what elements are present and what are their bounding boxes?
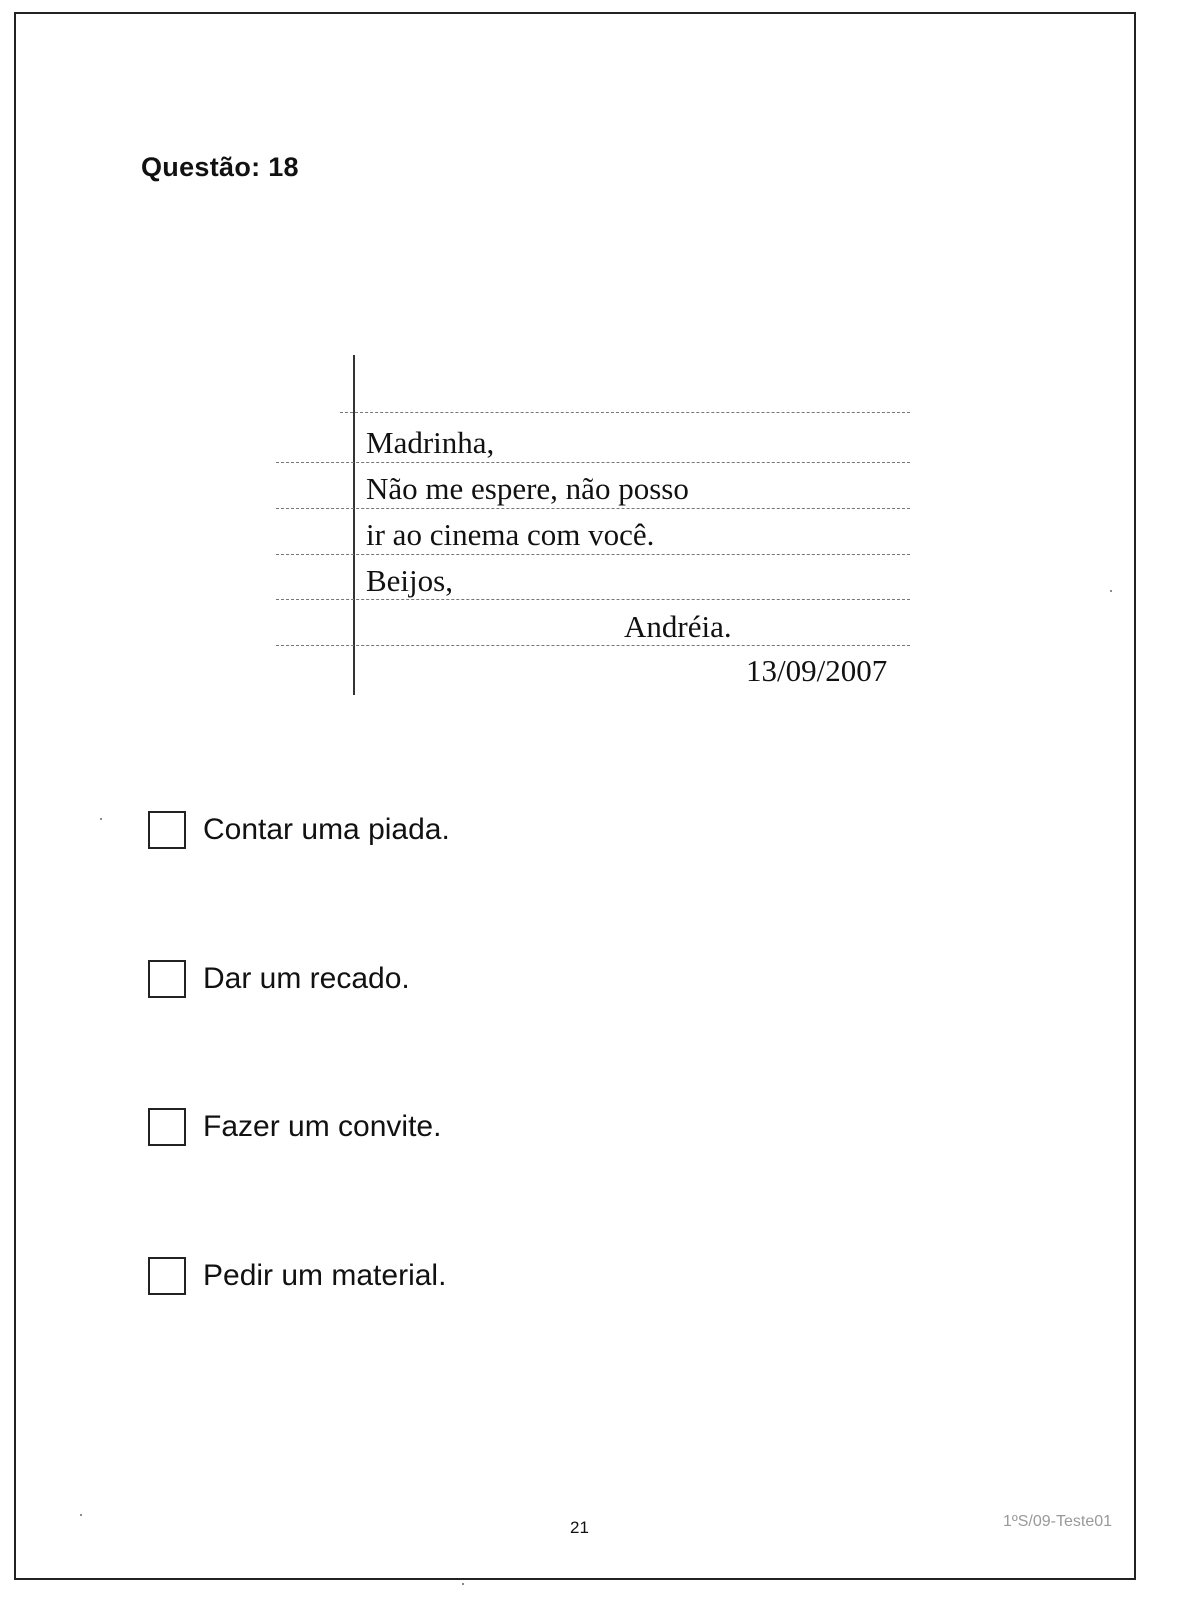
answer-checkbox[interactable] xyxy=(148,960,186,998)
question-title: Questão: 18 xyxy=(141,152,299,182)
answer-checkbox[interactable] xyxy=(148,1257,186,1295)
document-code: 1ºS/09-Teste01 xyxy=(1003,1513,1113,1530)
note-rule-line xyxy=(276,462,910,463)
answer-option-label: Pedir um material. xyxy=(203,1259,447,1292)
note-margin-line xyxy=(353,355,355,695)
answer-option-label: Dar um recado. xyxy=(203,962,410,995)
answer-option-label: Fazer um convite. xyxy=(203,1110,442,1143)
note-rule-line xyxy=(276,645,910,646)
note-body-line: Não me espere, não posso xyxy=(366,471,689,506)
note-greeting: Madrinha, xyxy=(366,425,495,460)
answer-option[interactable] xyxy=(148,1105,441,1149)
answer-option[interactable] xyxy=(148,808,450,852)
note-rule-line xyxy=(276,508,910,509)
note-signature: Andréia. xyxy=(624,609,732,644)
scan-speck xyxy=(80,1514,82,1516)
note-body-line: ir ao cinema com você. xyxy=(366,517,655,552)
note-date: 13/09/2007 xyxy=(746,653,888,688)
note-rule-line xyxy=(276,599,910,600)
scan-speck xyxy=(462,1583,464,1585)
note-rule-line xyxy=(276,554,910,555)
note-rule-line xyxy=(340,412,910,413)
note-card xyxy=(270,355,930,700)
scan-speck xyxy=(1110,590,1112,592)
note-closing: Beijos, xyxy=(366,563,453,598)
page-frame xyxy=(14,12,1136,1580)
answer-option-label: Contar uma piada. xyxy=(203,813,450,846)
answer-option[interactable] xyxy=(148,1254,446,1298)
answer-checkbox[interactable] xyxy=(148,1108,186,1146)
page-number: 21 xyxy=(570,1518,589,1537)
answer-option[interactable] xyxy=(148,957,410,1001)
answer-checkbox[interactable] xyxy=(148,811,186,849)
scan-speck xyxy=(100,818,102,820)
